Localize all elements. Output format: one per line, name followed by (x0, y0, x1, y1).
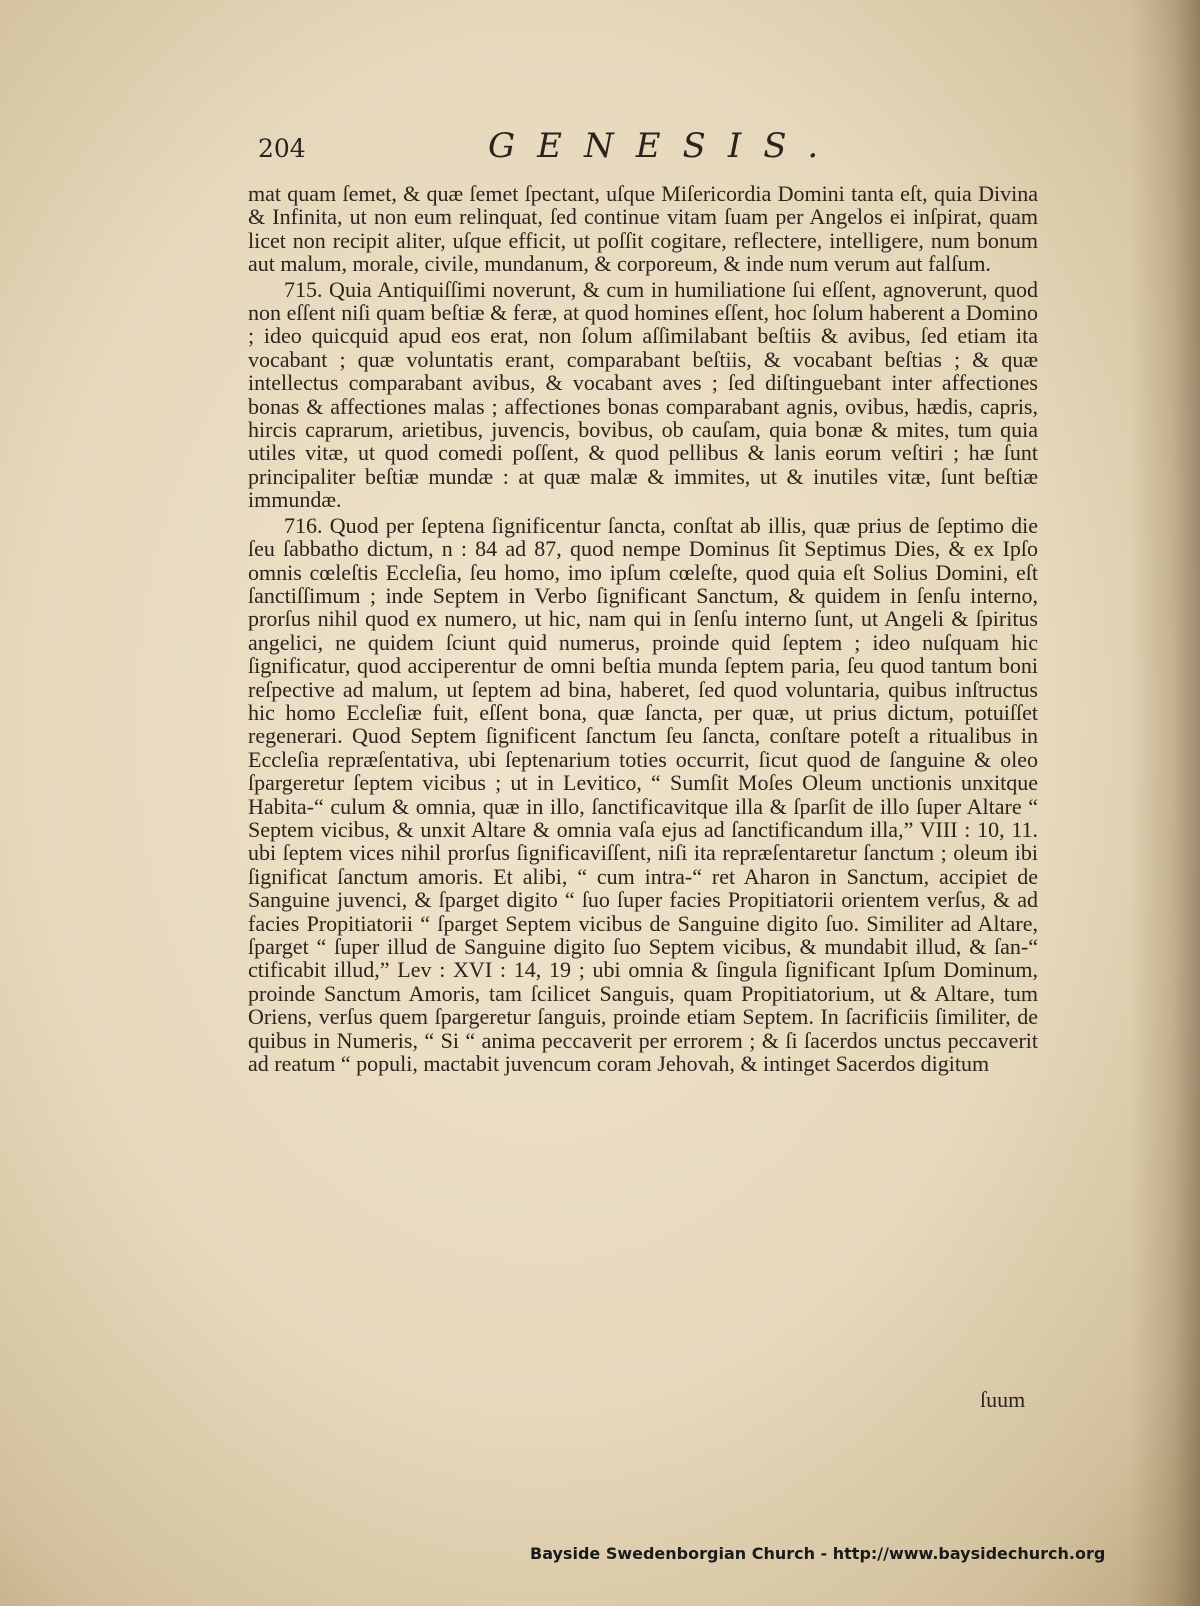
book-title: GENESIS. (488, 126, 841, 166)
running-head (258, 126, 878, 176)
catchword: ſuum (980, 1387, 1026, 1412)
page-gutter-shadow (1130, 0, 1200, 1606)
footer-credit: Bayside Swedenborgian Church - http://www.baysidechurch.org (530, 1544, 1106, 1563)
paragraph-716: 716. Quod per ſeptena ſignificentur ſancta, conſtat ab illis, quæ prius de ſeptimo die ſeu ſabbatho dictum, n : 84 ad 87, quod nempe Dominus ſit Septimus Dies, & ex Ipſo omnis cœleſtis Eccleſia, ſeu homo, imo ipſum cœleſte, quod quia eſt Solius Domini, eſt ſanctiſſimum ; inde Septem in Verbo ſignificant Sanctum, & quidem in ſenſu interno, prorſus nihil quod ex numero, ut hic, nam qui in ſenſu interno ſunt, ut Angeli & ſpiritus angelici, ne quidem ſciunt quid numerus, proinde quid ſeptem ; ideo nuſquam hic ſignificatur, quod acciperentur de omni beſtia munda ſeptem paria, ſeu quod tantum boni reſpective ad malum, ut ſeptem ad bina, haberet, ſed quod voluntaria, quibus inſtructus hic homo Eccleſiæ fuit, eſſent bona, quæ ſancta, per quæ, ut prius dictum, potuiſſet regenerari. Quod Septem ſignificent ſanctum ſeu ſancta, conſtare poteſt a ritualibus in Eccleſia repræſentativa, ubi ſeptenarium toties occurrit, ſicut quod de ſanguine & oleo ſpargeretur ſeptem vicibus ; ut in Levitico, “ Sumſit Moſes Oleum unctionis unxitque Habita-“ culum & omnia, quæ in illo, ſanctificavitque illa & ſparſit de illo ſuper Altare “ Septem vicibus, & unxit Altare & omnia vaſa ejus ad ſanctificandum illa,” VIII : 10, 11. ubi ſeptem vices nihil prorſus ſignificaviſſent, niſi ita repræſentaretur ſanctum ; oleum ibi ſignificat ſanctum amoris. Et alibi, “ cum intra-“ ret Aharon in Sanctum, accipiet de Sanguine juvenci, & ſparget digito “ ſuo ſuper facies Propitiatorii orientem verſus, & ad facies Propitiatorii “ ſparget Septem vicibus de Sanguine digito ſuo. Similiter ad Altare, ſparget “ ſuper illud de Sanguine digito ſuo Septem vicibus, & mundabit illud, & ſan-“ ctificabit illud,” Lev : XVI : 14, 19 ; ubi omnia & ſingula ſignificant Ipſum Dominum, proinde Sanctum Amoris, tam ſcilicet Sanguis, quam Propitiatorium, ut & Altare, tum Oriens, verſus quem ſpargeretur ſanguis, proinde etiam Septem. In ſacrificiis ſimiliter, de quibus in Numeris, “ Si “ anima peccaverit per errorem ; & ſi ſacerdos unctus peccaverit ad reatum “ populi, mactabit juvencum coram Jehovah, & intinget Sacerdos digitum (248, 512, 1038, 1077)
body-text (248, 182, 1038, 1075)
paragraph-715: 715. Quia Antiquiſſimi noverunt, & cum in humiliatione ſui eſſent, agnoverunt, quod non eſſent niſi quam beſtiæ & feræ, at quod homines eſſent, hoc ſolum haberent a Domino ; ideo quicquid apud eos erat, non ſolum aſſimilabant beſtiis & avibus, ſed etiam ita vocabant ; quæ voluntatis erant, comparabant beſtiis, & vocabant beſtias ; & quæ intellectus comparabant avibus, & vocabant aves ; ſed diſtinguebant inter affectiones bonas & affectiones malas ; affectiones bonas comparabant agnis, ovibus, hædis, capris, hircis caprarum, arietibus, juvencis, bovibus, ob cauſam, quia bonæ & mites, tum quia utiles vitæ, ut quod comedi poſſent, & quod pellibus & lanis eorum veſtiri ; hæ ſunt principaliter beſtiæ mundæ : at quæ malæ & immites, ut & inutiles vitæ, ſunt beſtiæ immundæ. (248, 276, 1038, 513)
page-number: 204 (258, 134, 306, 163)
paragraph-continuation: mat quam ſemet, & quæ ſemet ſpectant, uſque Miſericordia Domini tanta eſt, quia Divina & Infinita, ut non eum relinquat, ſed continue vitam ſuam per Angelos ei inſpirat, quam licet non recipit aliter, uſque efficit, ut poſſit cogitare, reflectere, intelligere, num bonum aut malum, morale, civile, mundanum, & corporeum, & inde num verum aut falſum. (248, 181, 1038, 277)
